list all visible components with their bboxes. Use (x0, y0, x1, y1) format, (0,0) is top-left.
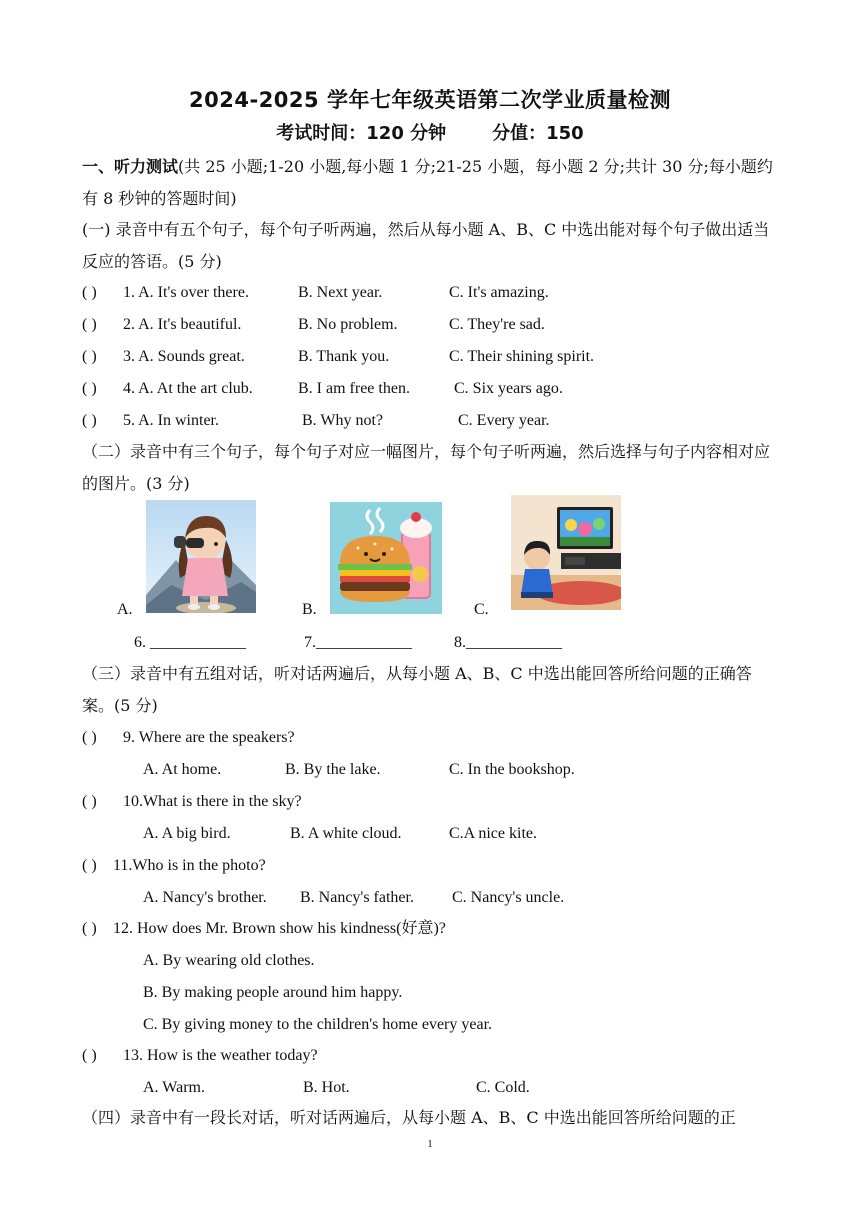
answer-paren[interactable]: ( ) (82, 284, 97, 301)
option-b: B. Hot. (303, 1079, 350, 1096)
question-stem: 13. How is the weather today? (123, 1047, 318, 1064)
option-c: C. They're sad. (449, 316, 545, 333)
question-stem: 2. A. It's beautiful. (123, 316, 242, 333)
picture-c-boy-watching-tv (511, 495, 621, 610)
option-b: B. Thank you. (298, 348, 390, 365)
question-stem: 9. Where are the speakers? (123, 729, 295, 746)
answer-paren[interactable]: ( ) (82, 412, 97, 429)
option-c: C.A nice kite. (449, 825, 537, 842)
answer-paren[interactable]: ( ) (82, 920, 97, 937)
question-stem: 10.What is there in the sky? (123, 793, 302, 810)
question-stem: 1. A. It's over there. (123, 284, 249, 301)
option-c: C. In the bookshop. (449, 761, 575, 778)
option-b: B. By making people around him happy. (143, 984, 403, 1001)
option-c: C. Cold. (476, 1079, 530, 1096)
option-b: B. Next year. (298, 284, 383, 301)
answer-paren[interactable]: ( ) (82, 793, 97, 810)
answer-paren[interactable]: ( ) (82, 857, 97, 874)
option-c: C. Nancy's uncle. (452, 889, 565, 906)
answer-paren[interactable]: ( ) (82, 729, 97, 746)
part4-instruction: （四）录音中有一段长对话，听对话两遍后，从每小题 A、B、C 中选出能回答所给问题的正 (82, 1108, 736, 1127)
girl-binoculars-illustration (146, 500, 256, 613)
picture-label-c: C. (474, 601, 489, 618)
option-a: A. Nancy's brother. (143, 889, 267, 906)
picture-b-burger-drink (330, 502, 442, 614)
option-b: B. A white cloud. (290, 825, 402, 842)
question-stem: 3. A. Sounds great. (123, 348, 245, 365)
option-a: A. A big bird. (143, 825, 231, 842)
answer-paren[interactable]: ( ) (82, 348, 97, 365)
picture-label-b: B. (302, 601, 317, 618)
option-b: B. Nancy's father. (300, 889, 414, 906)
page-number: 1 (427, 1138, 433, 1150)
section1-desc: (共 25 小题;1-20 小题,每小题 1 分;21-25 小题，每小题 2 分;共计 30 分;每小题约有 8 秒钟的答题时间) (82, 157, 773, 208)
option-c: C. Every year. (458, 412, 550, 429)
part2-instruction: （二）录音中有三个句子，每个句子对应一幅图片，每个句子听两遍，然后选择与句子内容相对应的图片。(3 分) (82, 442, 771, 493)
section1-intro (82, 151, 782, 215)
section1-heading: 一、听力测试 (82, 157, 179, 176)
part1-instruction: (一) 录音中有五个句子，每个句子听两遍，然后从每小题 A、B、C 中选出能对每个句子做出适当反应的答语。(5 分) (82, 220, 770, 271)
answer-paren[interactable]: ( ) (82, 1047, 97, 1064)
option-c: C. Six years ago. (454, 380, 563, 397)
boy-tv-illustration (511, 495, 621, 610)
option-a: A. At home. (143, 761, 222, 778)
picture-label-a: A. (117, 601, 133, 618)
exam-score: 分值：150 (492, 123, 584, 144)
question-stem: 4. A. At the art club. (123, 380, 253, 397)
option-b: B. No problem. (298, 316, 398, 333)
part3-instruction: （三）录音中有五组对话，听对话两遍后，从每小题 A、B、C 中选出能回答所给问题的正确答案。(5 分) (82, 664, 752, 715)
answer-blank-7[interactable]: 7.____________ (304, 634, 412, 651)
option-c: C. By giving money to the children's home every year. (143, 1016, 493, 1033)
option-c: C. Their shining spirit. (449, 348, 595, 365)
option-a: A. Warm. (143, 1079, 205, 1096)
exam-title: 2024-2025 学年七年级英语第二次学业质量检测 (189, 88, 671, 112)
exam-subtitle (0, 119, 860, 145)
option-b: B. Why not? (302, 412, 384, 429)
answer-paren[interactable]: ( ) (82, 316, 97, 333)
question-stem: 12. How does Mr. Brown show his kindness(好意)? (113, 920, 446, 937)
burger-drink-illustration (330, 502, 442, 614)
answer-blank-8[interactable]: 8.____________ (454, 634, 562, 651)
picture-a-girl-binoculars (146, 500, 256, 613)
option-c: C. It's amazing. (449, 284, 549, 301)
question-stem: 11.Who is in the photo? (113, 857, 266, 874)
answer-blank-6[interactable]: 6. ____________ (134, 634, 246, 651)
question-stem: 5. A. In winter. (123, 412, 219, 429)
option-a: A. By wearing old clothes. (143, 952, 315, 969)
option-b: B. I am free then. (298, 380, 410, 397)
exam-time: 考试时间：120 分钟 (276, 123, 447, 144)
answer-paren[interactable]: ( ) (82, 380, 97, 397)
option-b: B. By the lake. (285, 761, 381, 778)
